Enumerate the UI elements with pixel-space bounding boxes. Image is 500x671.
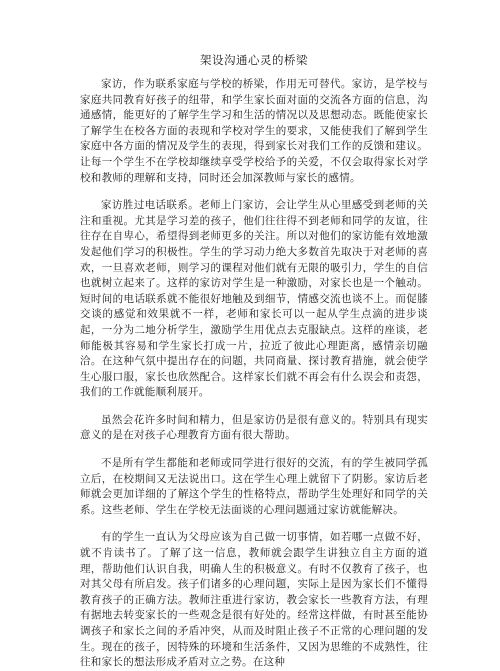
- document-title: 架设沟通心灵的桥梁: [200, 53, 308, 67]
- paragraph-1: 家访，作为联系家庭与学校的桥梁，作用无可替代。家访，是学校与家庭共同教育好孩子的纽带，和学生家长面对面的交流各方面的信息，沟通感情，能更好的了解学生学习和生活的情况以及思想动态。既能使家长了解学生在校各方面的表现和学校对学生的要求，又能使我们了解到学生家庭中各方面的情况及学生的表现，得到家长对我们工作的反馈和建议。让每一个学生不在学校却继续享受学校给予的关爱，不仅会取得家长对学校和教师的理解和支持，同时还会加深教师与家长的感情。: [80, 78, 428, 184]
- paragraph-3: 虽然会花许多时间和精力，但是家访仍是很有意义的。特别具有现实意义的是在对孩子心理教育方面有很大帮助。: [80, 413, 428, 442]
- paragraph-4: 不是所有学生都能和老师或同学进行很好的交流，有的学生被同学孤立后，在校期间又无法说出口。这在学生心理上就留下了阴影。家访后老师就会更加详细的了解这个学生的性格特点，帮助学生处理好和同学的关系。这些老师、学生在学校无法面谈的心理问题通过家访就能解决。: [80, 457, 428, 516]
- paragraph-2: 家访胜过电话联系。老师上门家访，会让学生从心里感受到老师的关注和重视。尤其是学习差的孩子，他们往往得不到老师和同学的友谊，往往存在自卑心，希望得到老师更多的关注。所以对他们的家访能有效地激发起他们学习的积极性。学生的学习动力绝大多数首先取决于对老师的喜欢，一旦喜欢老师，则学习的课程对他们就有无限的吸引力，学生的自信也就树立起来了。这样的家访对学生是一种激励，对家长也是一个触动。短时间的电话联系就不能很好地触及到细节，情感交流也谈不上。而促膝交谈的感觉和效果就不一样，老师和家长可以一起从学生点滴的进步谈起，一分为二地分析学生，激励学生用优点去克服缺点。这样的座谈，老师能极其容易和学生家长打成一片，拉近了彼此心理距离，感情亲切融洽。在这种气氛中提出存在的问题，共同商量、探讨教育措施，就会使学生心服口服，家长也欣然配合。这样家长们就不再会有什么误会和责怨，我们的工作就能顺利展开。: [80, 199, 428, 399]
- paragraph-5: 有的学生一直认为父母应该为自己做一切事情，如若哪一点做不好，就不肯读书了。了解了这一信息，教师就会跟学生讲独立自主方面的道理，帮助他们认识自我，明确人生的积极意义。有时不仅教育了孩子，也对其父母有所启发。孩子们诸多的心理问题，实际上是因为家长们不懂得教育孩子的正确方法。教师注重进行家访，教会家长一些教育方法，有理有据地去转变家长的一些观念是很有好处的。经常这样做，有时甚至能协调孩子和家长之间的矛盾冲突，从而及时阻止孩子不正常的心理问题的发生。现在的孩子，因特殊的环境和生活条件，又因为思维的不成熟性，往往和家长的想法形成矛盾对立之势。在这种: [80, 531, 428, 669]
